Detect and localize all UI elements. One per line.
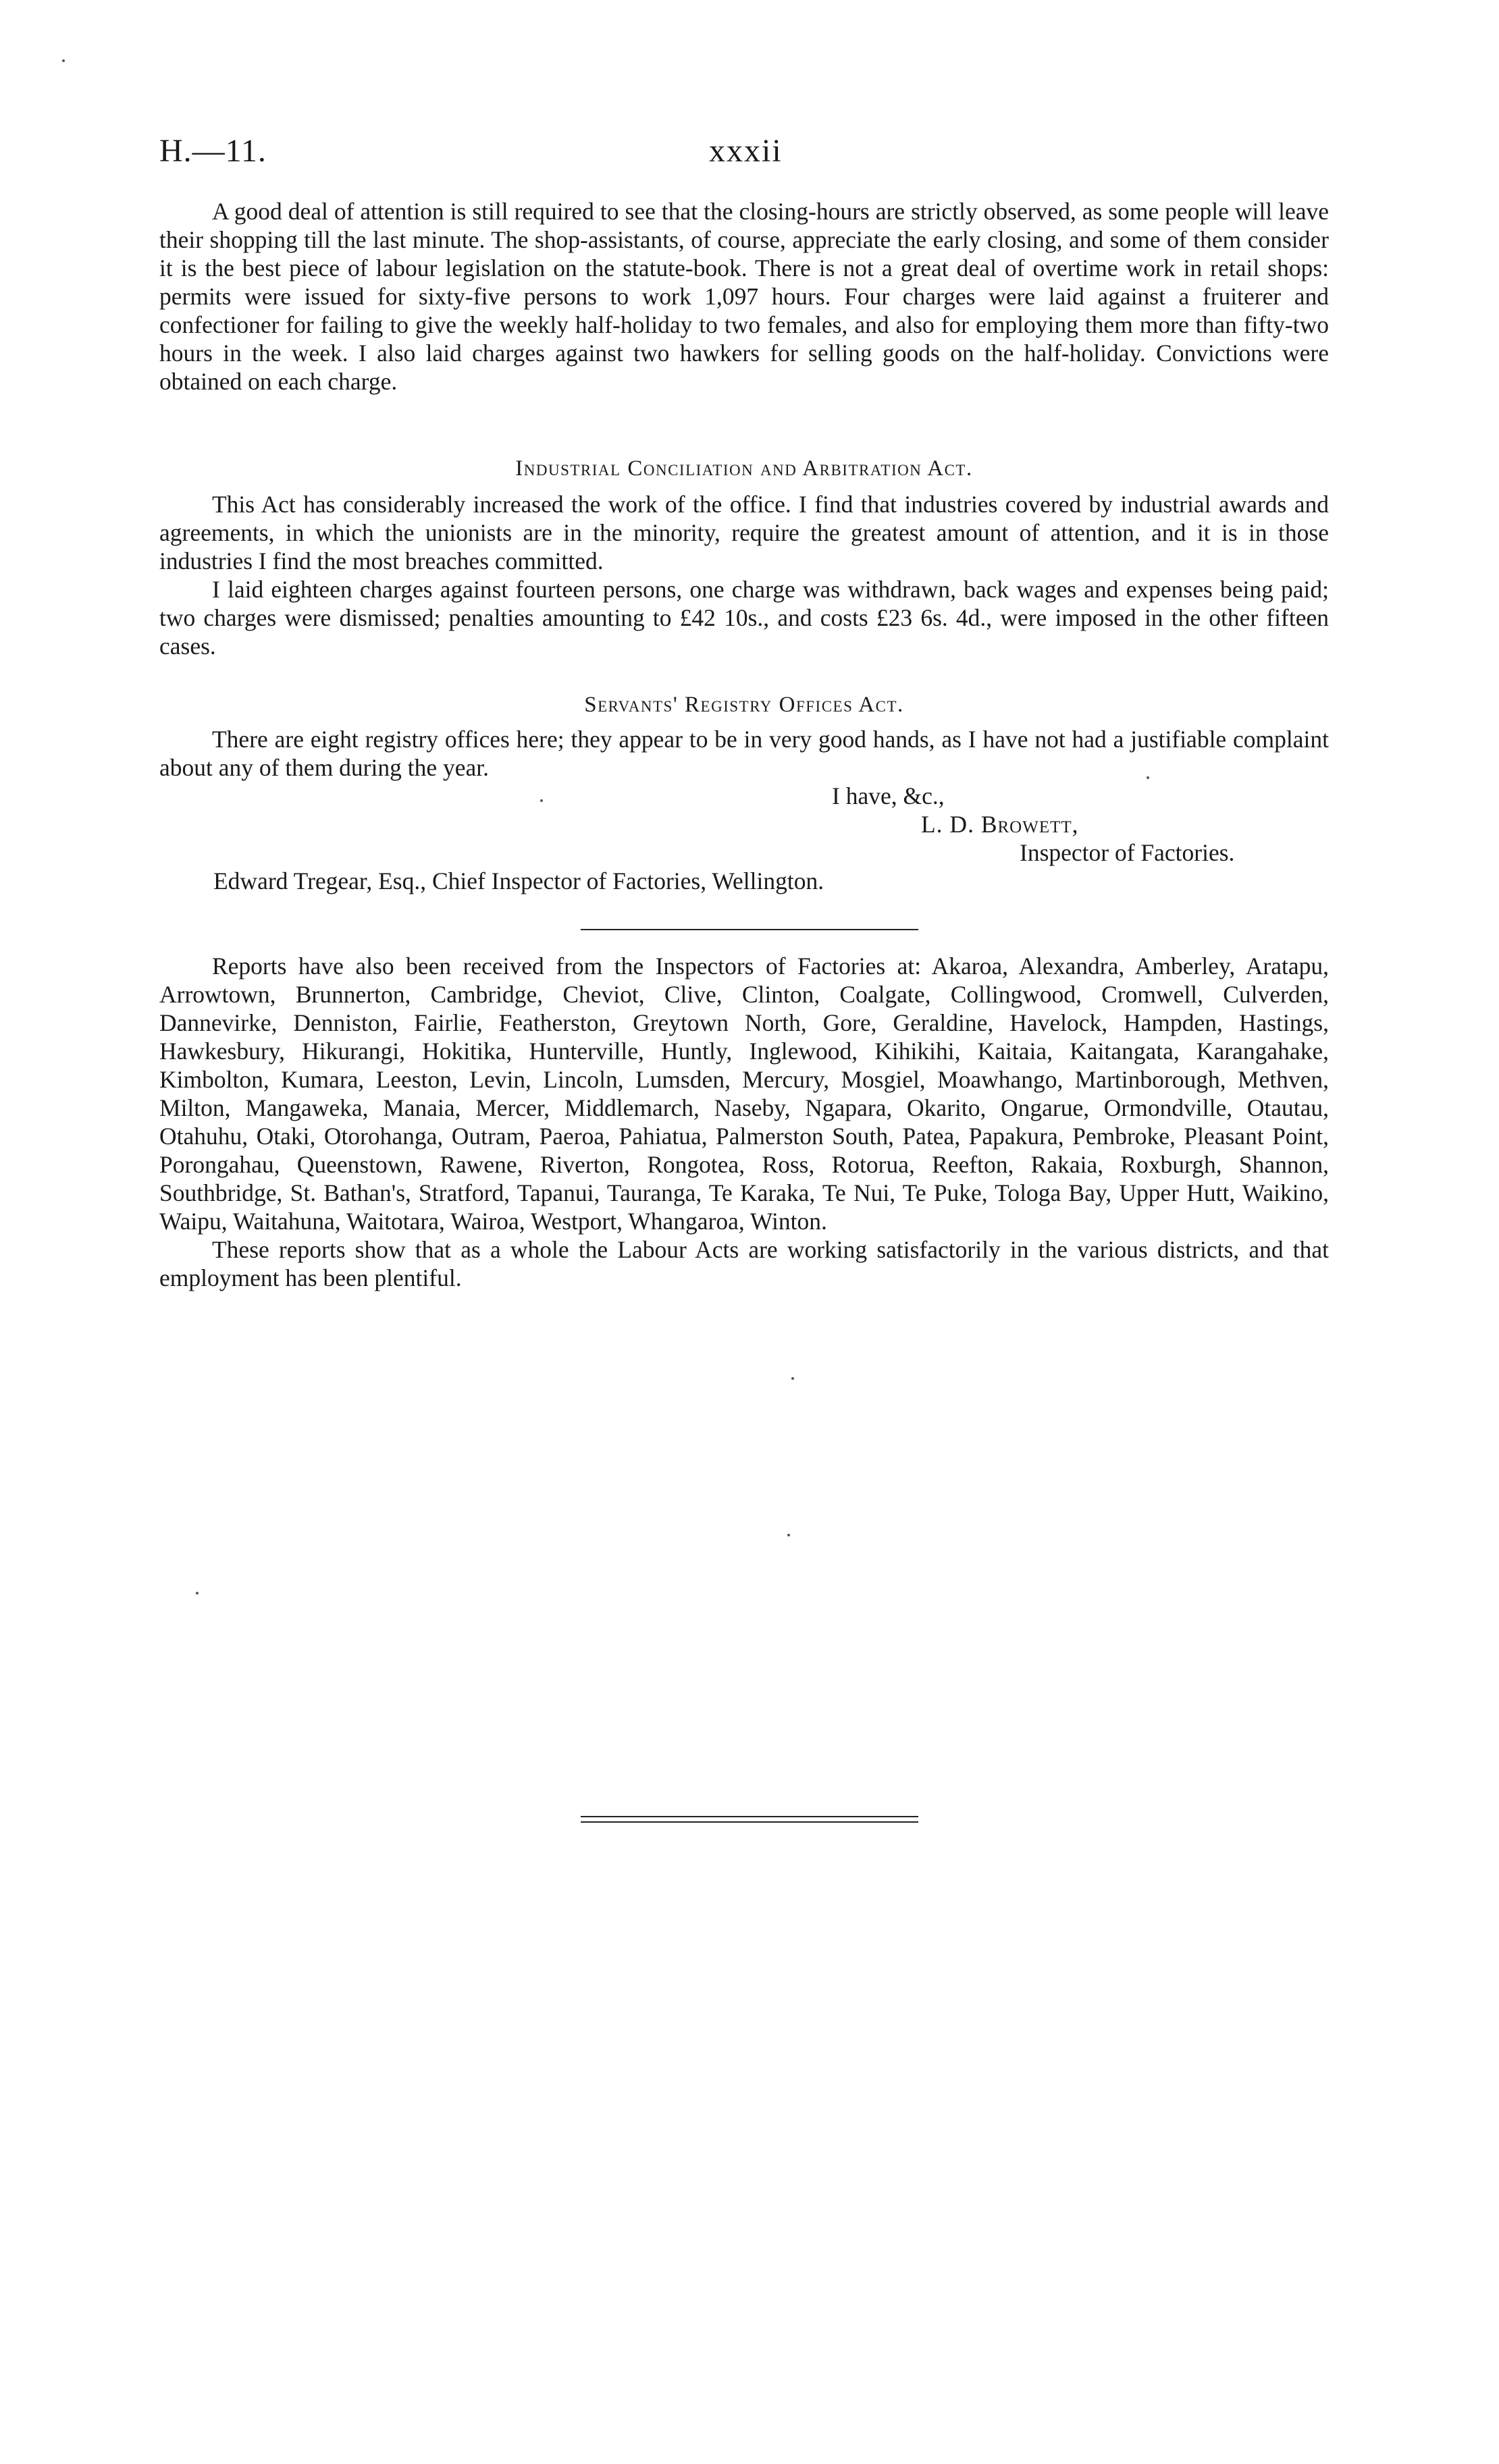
signature-addressee: Edward Tregear, Esq., Chief Inspector of Factories, Wellington.: [213, 867, 824, 894]
signature-title: Inspector of Factories.: [1020, 839, 1235, 866]
reports-section: [159, 952, 1329, 1292]
arbitration-paragraph-2: I laid eighteen charges against fourteen persons, one charge was withdrawn, back wages and expenses being paid; two charges were dismissed; penalties amounting to £42 10s., and costs £23 6s. 4d., were imposed in the other fifteen cases.: [159, 576, 1329, 660]
registry-paragraph: There are eight registry offices here; they appear to be in very good hands, as I have not had a justifiable complaint about any of them during the year.: [159, 726, 1329, 781]
end-rule-top: [581, 1816, 918, 1817]
end-rule-bottom: [581, 1821, 918, 1823]
arbitration-paragraph-1: This Act has considerably increased the work of the office. I find that industries covered by industrial awards and agreements, in which the unionists are in the minority, require the greatest amount of attention, and it is in those industries I find the most breaches committed.: [159, 491, 1329, 574]
registry-heading: Servants' Registry Offices Act.: [584, 693, 904, 717]
arbitration-section: [159, 490, 1329, 660]
intro-paragraph: A good deal of attention is still required to see that the closing-hours are strictly observed, as some people will leave their shopping till the last minute. The shop-assistants, of course, appreciate the early closing, and some of them consider it is the best piece of labour legislation on the statute-book. There is not a great deal of overtime work in retail shops: permits were issued for sixty-five persons to work 1,097 hours. Four charges were laid against a fruiterer and confectioner for failing to give the weekly half-holiday to two females, and also for employing them more than fifty-two hours in the week. I also laid charges against two hawkers for selling goods on the half-holiday. Convictions were obtained on each charge.: [159, 198, 1329, 395]
intro-section: [159, 197, 1329, 396]
arbitration-heading: Industrial Conciliation and Arbitration Act.: [515, 456, 973, 481]
document-reference: H.—11.: [159, 133, 267, 169]
scan-speck: [196, 1592, 199, 1595]
scan-speck: [787, 1534, 790, 1536]
scan-speck: [62, 59, 65, 62]
signature-name: L. D. Browett,: [921, 811, 1079, 838]
scan-speck: [1147, 776, 1149, 779]
scan-speck: [791, 1377, 794, 1380]
conclusion-paragraph: These reports show that as a whole the Labour Acts are working satisfactorily in the various districts, and that employment has been plentiful.: [159, 1236, 1329, 1291]
reports-paragraph: Reports have also been received from the Inspectors of Factories at: Akaroa, Alexandra, Amberley, Aratapu, Arrowtown, Brunnerton, Cambridge, Cheviot, Clive, Clinton, Coalgate, Collingwood, Cromwell, Culverden, Dannevirke, Denniston, Fairlie, Featherston, Greytown North, Gore, Geraldine, Havelock, Hampden, Hastings, Hawkesbury, Hikurangi, Hokitika, Hunterville, Huntly, Inglewood, Kihikihi, Kaitaia, Kaitangata, Karangahake, Kimbolton, Kumara, Leeston, Levin, Lincoln, Lumsden, Mercury, Mosgiel, Moawhango, Martinborough, Methven, Milton, Mangaweka, Manaia, Mercer, Middlemarch, Naseby, Ngapara, Okarito, Ongarue, Ormondville, Otautau, Otahuhu, Otaki, Otorohanga, Outram, Paeroa, Pahiatua, Palmerston South, Patea, Papakura, Pembroke, Pleasant Point, Porongahau, Queenstown, Rawene, Riverton, Rongotea, Ross, Rotorua, Reefton, Rakaia, Roxburgh, Shannon, Southbridge, St. Bathan's, Stratford, Tapanui, Tauranga, Te Karaka, Te Nui, Te Puke, Tologa Bay, Upper Hutt, Waikino, Waipu, Waitahuna, Waitotara, Wairoa, Westport, Whangaroa, Winton.: [159, 953, 1329, 1235]
scan-speck: [540, 799, 543, 802]
section-divider: [581, 929, 918, 930]
page-number: xxxii: [709, 133, 783, 169]
signature-closing: I have, &c.,: [832, 782, 945, 809]
registry-section: [159, 725, 1329, 782]
